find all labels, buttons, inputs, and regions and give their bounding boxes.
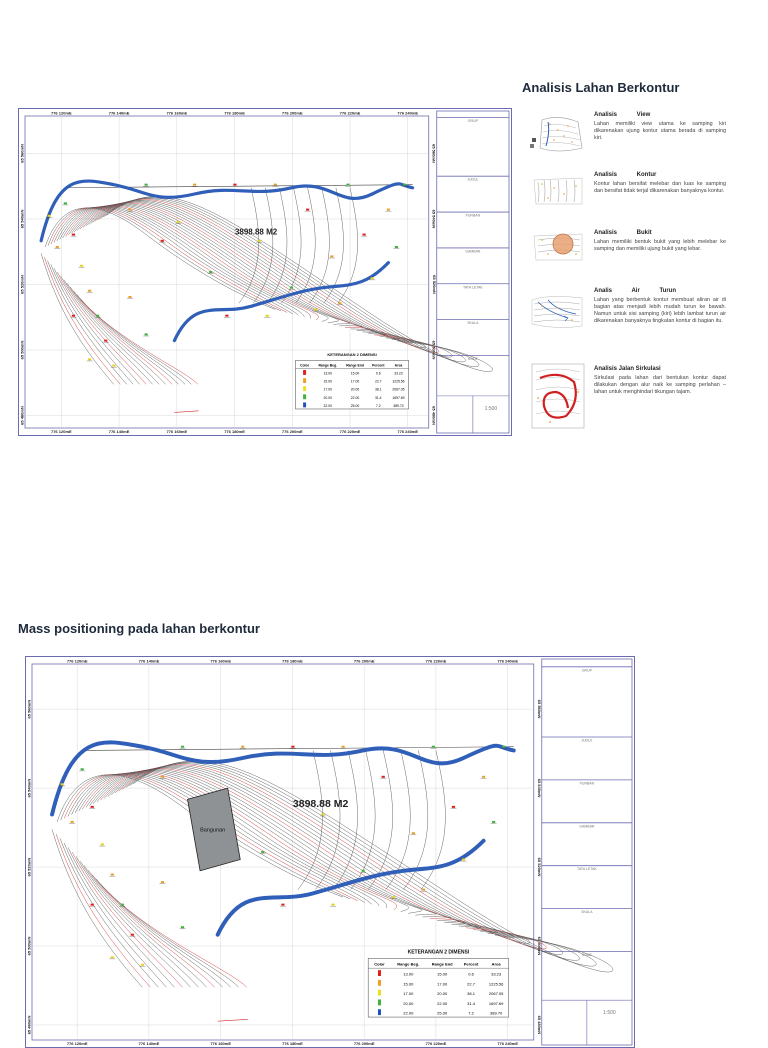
elevation-marker bbox=[225, 315, 228, 317]
scale-label: 1:500 bbox=[484, 405, 498, 412]
title-block-label: SKALA bbox=[467, 321, 479, 326]
legend-header: Range End bbox=[431, 961, 453, 967]
elevation-marker bbox=[181, 926, 184, 928]
x-coord-label-top: 776 200mE bbox=[353, 658, 375, 664]
x-coord-label-bottom: 776 220mE bbox=[339, 429, 361, 434]
y-coord-label-right: 65 480mN bbox=[431, 406, 437, 425]
x-coord-label-top: 776 160mE bbox=[166, 110, 188, 116]
legend-swatch bbox=[303, 378, 306, 383]
elevation-marker bbox=[209, 271, 212, 273]
contour-line bbox=[122, 764, 563, 955]
legend-cell: 38.1 bbox=[374, 387, 382, 392]
elevation-marker bbox=[111, 874, 114, 876]
contour-line bbox=[71, 205, 338, 323]
title-block-label: JUDUL bbox=[581, 738, 593, 743]
elevation-marker bbox=[111, 956, 114, 958]
analysis-item-kontur bbox=[594, 172, 726, 195]
circulation-analysis-thumbnail bbox=[530, 362, 586, 430]
legend-cell: 33.23 bbox=[491, 971, 502, 977]
legend-cell: 2067.05 bbox=[392, 387, 405, 392]
y-coord-label-right: 65 500mN bbox=[536, 936, 542, 956]
legend-cell: 2067.05 bbox=[488, 991, 504, 997]
elevation-marker bbox=[61, 783, 64, 785]
view-analysis-thumbnail bbox=[528, 112, 586, 156]
legend-table bbox=[296, 360, 409, 409]
title-block bbox=[437, 111, 509, 433]
x-coord-label-bottom: 776 240mE bbox=[497, 1041, 519, 1046]
elevation-marker bbox=[392, 896, 395, 898]
contour-line bbox=[281, 188, 301, 303]
title-block-label: PURBAN bbox=[465, 213, 481, 218]
legend-cell: 389.70 bbox=[393, 403, 404, 408]
analysis-item-bukit bbox=[594, 230, 726, 253]
legend-cell: 15.00 bbox=[403, 981, 414, 987]
legend-cell: 17.00 bbox=[437, 981, 448, 987]
y-coord-label-right: 65 540mN bbox=[431, 209, 437, 229]
elevation-marker bbox=[161, 240, 164, 242]
elevation-marker bbox=[112, 365, 115, 367]
x-coord-label-top: 776 120mE bbox=[66, 658, 88, 664]
y-coord-label-right: 65 500mN bbox=[431, 340, 437, 360]
analysis-item-desc: Lahan memiliki view utama ke samping kiri dikarenakan ujung kontur utama berada di samping kiri. bbox=[594, 121, 726, 141]
x-coord-label-bottom: 776 140mE bbox=[138, 1041, 160, 1046]
analysis-item-desc: Lahan yang berbentuk kontur membuat aliran air di bagian atas menjadi lebih mudah turun ke bawah. Namun untuk sisi samping (kiri) lebih lambat turun air dikarenakan banyaknya tingkatan kontur di bagian itu. bbox=[594, 297, 726, 324]
legend-cell: 1225.56 bbox=[488, 981, 504, 987]
legend-table bbox=[368, 958, 508, 1017]
y-coord-label-left: 65 500mN bbox=[19, 340, 25, 360]
elevation-marker bbox=[72, 315, 75, 317]
contour-line bbox=[95, 199, 439, 352]
legend-cell: 13.00 bbox=[403, 971, 414, 977]
legend-cell: 7.2 bbox=[468, 1010, 474, 1016]
y-coord-label-right: 65 480mN bbox=[536, 1015, 542, 1035]
contour-line bbox=[98, 199, 453, 357]
contour-line bbox=[48, 208, 281, 311]
contour-line bbox=[67, 283, 166, 384]
elevation-marker bbox=[452, 806, 455, 808]
elevation-marker bbox=[56, 246, 59, 248]
legend-cell: 20.00 bbox=[403, 1000, 414, 1006]
y-coord-label-left: 65 480mN bbox=[19, 406, 25, 425]
legend-title: KETERANGAN 2 DIMENSI bbox=[407, 949, 470, 956]
elevation-marker bbox=[482, 776, 485, 778]
elevation-marker bbox=[266, 315, 269, 317]
map-svg bbox=[19, 109, 511, 435]
analysis-item-air-turun bbox=[594, 288, 726, 325]
contour-line bbox=[80, 203, 374, 330]
legend-header: Range Beg. bbox=[397, 961, 420, 967]
elevation-marker bbox=[502, 746, 505, 748]
legend-cell: 17.00 bbox=[323, 387, 333, 392]
elevation-marker bbox=[281, 904, 284, 906]
contour-line bbox=[96, 879, 230, 987]
elevation-marker bbox=[462, 859, 465, 861]
contour-line bbox=[52, 829, 142, 987]
elevation-marker bbox=[91, 806, 94, 808]
legend-cell: 31.4 bbox=[467, 1000, 475, 1006]
contour-line bbox=[41, 253, 114, 384]
x-coord-label-top: 776 160mE bbox=[210, 658, 232, 664]
legend-cell: 389.70 bbox=[490, 1010, 503, 1016]
elevation-marker bbox=[338, 302, 341, 304]
elevation-marker bbox=[177, 221, 180, 223]
legend-cell: 15.00 bbox=[350, 371, 360, 376]
y-coord-label-right: 65 560mN bbox=[431, 144, 437, 163]
section1-title: Analisis Lahan Berkontur bbox=[522, 80, 680, 95]
x-coord-label-top: 776 180mE bbox=[224, 110, 245, 116]
elevation-marker bbox=[91, 904, 94, 906]
contour-line bbox=[368, 750, 393, 889]
legend-header: Color bbox=[374, 961, 385, 967]
legend-title: KETERANGAN 2 DIMENSI bbox=[327, 352, 377, 358]
contour-line bbox=[64, 279, 159, 384]
x-coord-label-top: 776 240mE bbox=[497, 658, 519, 664]
contour-line bbox=[51, 207, 287, 312]
elevation-marker bbox=[492, 821, 495, 823]
elevation-marker bbox=[101, 843, 104, 845]
y-coord-label-left: 65 520mN bbox=[26, 857, 32, 877]
legend-cell: 15.00 bbox=[323, 379, 333, 384]
x-coord-label-top: 776 140mE bbox=[138, 658, 160, 664]
elevation-marker bbox=[72, 234, 75, 236]
elevation-marker bbox=[121, 904, 124, 906]
contour-line bbox=[80, 861, 198, 987]
elevation-marker bbox=[363, 234, 366, 236]
legend-header: Color bbox=[300, 363, 310, 368]
elevation-marker bbox=[290, 287, 293, 289]
x-coord-label-top: 776 120mE bbox=[50, 110, 72, 116]
contour-line bbox=[74, 204, 350, 324]
contour-line bbox=[64, 843, 166, 987]
x-coord-label-bottom: 776 140mE bbox=[108, 429, 130, 434]
title-block-label: PURBAN bbox=[579, 781, 595, 786]
x-coord-label-top: 776 180mE bbox=[282, 658, 303, 664]
elevation-marker bbox=[104, 340, 107, 342]
elevation-marker bbox=[346, 184, 349, 186]
legend-swatch bbox=[378, 1009, 381, 1015]
contour-line bbox=[84, 866, 206, 988]
title-block-label: KODE bbox=[467, 357, 478, 361]
x-coord-label-top: 776 140mE bbox=[108, 110, 130, 116]
legend-cell: 22.00 bbox=[323, 403, 333, 408]
legend-cell: 33.23 bbox=[394, 371, 403, 376]
elevation-marker bbox=[321, 813, 324, 815]
elevation-marker bbox=[71, 821, 74, 823]
legend-cell: 15.00 bbox=[437, 971, 448, 977]
legend-swatch bbox=[303, 394, 306, 399]
legend-cell: 20.00 bbox=[350, 387, 360, 392]
elevation-marker bbox=[432, 746, 435, 748]
elevation-marker bbox=[258, 240, 261, 242]
title-block-label: GAMBAR bbox=[465, 249, 481, 254]
legend-swatch bbox=[303, 370, 306, 375]
mass-positioning-map-sheet bbox=[25, 656, 635, 1048]
legend-cell: 20.00 bbox=[323, 395, 333, 400]
legend-header: Range End bbox=[346, 363, 364, 368]
x-coord-label-bottom: 776 160mE bbox=[166, 429, 188, 434]
elevation-marker bbox=[362, 870, 365, 872]
legend-cell: 22.7 bbox=[467, 981, 475, 987]
contour-line bbox=[93, 770, 436, 915]
contour-line bbox=[100, 769, 466, 923]
x-coord-label-bottom: 776 220mE bbox=[425, 1041, 447, 1046]
x-coord-label-top: 776 240mE bbox=[397, 110, 419, 116]
x-coord-label-bottom: 776 180mE bbox=[224, 429, 245, 434]
elevation-marker bbox=[274, 184, 277, 186]
title-block-label: GAMBAR bbox=[579, 824, 595, 829]
elevation-marker bbox=[193, 184, 196, 186]
elevation-marker bbox=[341, 746, 344, 748]
legend-cell: 0.6 bbox=[375, 371, 381, 376]
x-coord-label-bottom: 776 160mE bbox=[210, 1041, 232, 1046]
elevation-marker bbox=[88, 358, 91, 360]
x-coord-label-bottom: 776 200mE bbox=[281, 429, 303, 434]
contour-line bbox=[88, 870, 214, 987]
elevation-marker bbox=[382, 776, 385, 778]
y-coord-label-left: 65 540mN bbox=[19, 209, 25, 229]
legend-cell: 22.7 bbox=[374, 379, 382, 384]
legend-swatch bbox=[378, 970, 381, 976]
elevation-marker bbox=[422, 889, 425, 891]
analysis-item-desc: Sirkulasi pada lahan dari bentukan kontur dapat dilakukan dengan alur naik ke samping perlahan – lahan untuk menghindari tikungan tajam. bbox=[594, 375, 726, 395]
contour-line bbox=[68, 847, 174, 987]
legend-cell: 17.00 bbox=[350, 379, 360, 384]
elevation-marker bbox=[395, 246, 398, 248]
elevation-marker bbox=[145, 184, 148, 186]
scale-label: 1:500 bbox=[603, 1010, 616, 1017]
elevation-marker bbox=[181, 746, 184, 748]
legend-header: Percent bbox=[463, 961, 479, 967]
contour-line bbox=[296, 188, 316, 303]
elevation-marker bbox=[128, 209, 131, 211]
elevation-marker bbox=[141, 964, 144, 966]
title-block-label: GRUP bbox=[467, 119, 478, 124]
contour-line bbox=[119, 765, 547, 949]
elevation-marker bbox=[403, 184, 406, 186]
elevation-marker bbox=[131, 934, 134, 936]
contour-line bbox=[51, 265, 133, 385]
building-block bbox=[188, 788, 241, 871]
elevation-marker bbox=[81, 768, 84, 770]
x-coord-label-top: 776 220mE bbox=[425, 658, 447, 664]
contour-line bbox=[83, 302, 198, 384]
elevation-marker bbox=[161, 776, 164, 778]
legend-cell: 22.00 bbox=[403, 1010, 414, 1016]
y-coord-label-left: 65 540mN bbox=[26, 778, 32, 798]
legend-cell: 17.00 bbox=[403, 991, 414, 997]
legend-cell: 1697.69 bbox=[392, 395, 405, 400]
legend-cell: 22.00 bbox=[437, 1000, 448, 1006]
legend-cell: 13.00 bbox=[323, 371, 333, 376]
contour-line bbox=[103, 197, 479, 367]
building-label: Bangunan bbox=[200, 827, 226, 834]
analysis-item-title: Analisis View bbox=[594, 112, 651, 118]
y-coord-label-right: 65 560mN bbox=[536, 699, 542, 719]
y-coord-label-right: 65 520mN bbox=[536, 857, 542, 877]
x-coord-label-bottom: 776 120mE bbox=[66, 1041, 88, 1046]
title-block-label: GRUP bbox=[581, 668, 592, 673]
analysis-item-title: Analis Air Turun bbox=[594, 288, 677, 294]
contour-line bbox=[126, 763, 580, 961]
legend-cell: 0.6 bbox=[468, 971, 474, 977]
analysis-item-title: Analisis Bukit bbox=[594, 230, 652, 236]
analysis-item-view bbox=[594, 112, 726, 142]
legend-cell: 38.1 bbox=[467, 991, 475, 997]
map-svg bbox=[26, 657, 634, 1047]
contour-line bbox=[104, 768, 482, 927]
elevation-marker bbox=[291, 746, 294, 748]
title-block-label: SKALA bbox=[581, 910, 593, 915]
analysis-item-desc: Lahan memiliki bentuk bukit yang lebih melebar ke samping dan memiliki ujung bukit yang lebar. bbox=[594, 239, 726, 252]
contour-line bbox=[77, 294, 185, 384]
y-coord-label-left: 65 560mN bbox=[26, 699, 32, 719]
y-coord-label-left: 65 480mN bbox=[26, 1015, 32, 1035]
x-coord-label-bottom: 776 120mE bbox=[50, 429, 72, 434]
contour-line bbox=[70, 287, 172, 384]
legend-header: Percent bbox=[372, 363, 385, 368]
x-coord-label-bottom: 776 200mE bbox=[353, 1041, 375, 1046]
elevation-marker bbox=[48, 215, 51, 217]
hill-analysis-thumbnail bbox=[530, 228, 586, 264]
contour-analysis-thumbnail bbox=[530, 174, 586, 208]
analysis-item-title: Analisis Kontur bbox=[594, 172, 657, 178]
elevation-marker bbox=[261, 851, 264, 853]
title-block-label: JUDUL bbox=[467, 177, 479, 182]
elevation-marker bbox=[128, 296, 131, 298]
legend-cell: 31.4 bbox=[374, 395, 382, 400]
contour-line bbox=[100, 198, 465, 362]
scale-bar-mark bbox=[218, 1019, 248, 1021]
legend-cell: 25.00 bbox=[350, 403, 360, 408]
legend-cell: 22.00 bbox=[350, 395, 360, 400]
y-coord-label-left: 65 520mN bbox=[19, 275, 25, 294]
legend-header: Range Beg. bbox=[318, 363, 338, 368]
title-block-label: TATA LETAK bbox=[462, 285, 483, 290]
analysis-item-title: Analisis Jalan Sirkulasi bbox=[594, 366, 661, 372]
elevation-marker bbox=[331, 904, 334, 906]
water-flow-analysis-thumbnail bbox=[528, 290, 586, 334]
title-block bbox=[542, 659, 632, 1045]
site-area-label: 3898.88 M2 bbox=[292, 797, 349, 810]
legend-swatch bbox=[303, 402, 306, 407]
legend-header: Area bbox=[491, 961, 501, 967]
elevation-marker bbox=[371, 277, 374, 279]
elevation-marker bbox=[412, 832, 415, 834]
legend-cell: 1225.56 bbox=[392, 379, 405, 384]
elevation-marker bbox=[314, 308, 317, 310]
title-block-label: KODE bbox=[581, 953, 592, 957]
elevation-marker bbox=[64, 202, 67, 204]
y-coord-label-right: 65 540mN bbox=[536, 778, 542, 798]
contour-line bbox=[351, 750, 376, 889]
legend-swatch bbox=[378, 999, 381, 1005]
x-coord-label-top: 776 220mE bbox=[339, 110, 361, 116]
site-area-label: 3898.88 M2 bbox=[234, 227, 278, 237]
legend-swatch bbox=[378, 990, 381, 996]
x-coord-label-bottom: 776 180mE bbox=[282, 1041, 303, 1046]
elevation-marker bbox=[161, 881, 164, 883]
scale-bar-mark bbox=[174, 411, 198, 413]
contour-line bbox=[267, 188, 287, 303]
legend-cell: 1697.69 bbox=[488, 1000, 504, 1006]
elevation-marker bbox=[330, 255, 333, 257]
elevation-marker bbox=[241, 746, 244, 748]
elevation-marker bbox=[88, 290, 91, 292]
contour-line bbox=[104, 888, 246, 987]
title-block-label: TATA LETAK bbox=[576, 867, 597, 872]
legend-cell: 25.00 bbox=[437, 1010, 448, 1016]
legend-header: Area bbox=[394, 363, 403, 368]
legend-swatch bbox=[378, 980, 381, 986]
elevation-marker bbox=[80, 265, 83, 267]
contour-line bbox=[90, 771, 422, 914]
contour-line bbox=[333, 750, 358, 889]
elevation-marker bbox=[145, 333, 148, 335]
contour-map-sheet bbox=[18, 108, 512, 436]
elevation-marker bbox=[233, 184, 236, 186]
analysis-item-desc: Kontur lahan bersifat melebar dan luas ke samping dan bersifat tidak terjal dikarenakan banyaknya kontur. bbox=[594, 181, 726, 194]
legend-cell: 7.2 bbox=[375, 403, 381, 408]
x-coord-label-top: 776 200mE bbox=[281, 110, 303, 116]
y-coord-label-right: 65 520mN bbox=[431, 275, 437, 294]
legend-swatch bbox=[303, 386, 306, 391]
y-coord-label-left: 65 560mN bbox=[19, 144, 25, 163]
elevation-marker bbox=[96, 315, 99, 317]
legend-cell: 20.00 bbox=[437, 991, 448, 997]
y-coord-label-left: 65 500mN bbox=[26, 936, 32, 956]
x-coord-label-bottom: 776 240mE bbox=[397, 429, 419, 434]
elevation-marker bbox=[387, 209, 390, 211]
analysis-item-jalan-sirkulasi bbox=[594, 366, 726, 396]
elevation-marker bbox=[306, 209, 309, 211]
section2-title: Mass positioning pada lahan berkontur bbox=[18, 621, 260, 636]
